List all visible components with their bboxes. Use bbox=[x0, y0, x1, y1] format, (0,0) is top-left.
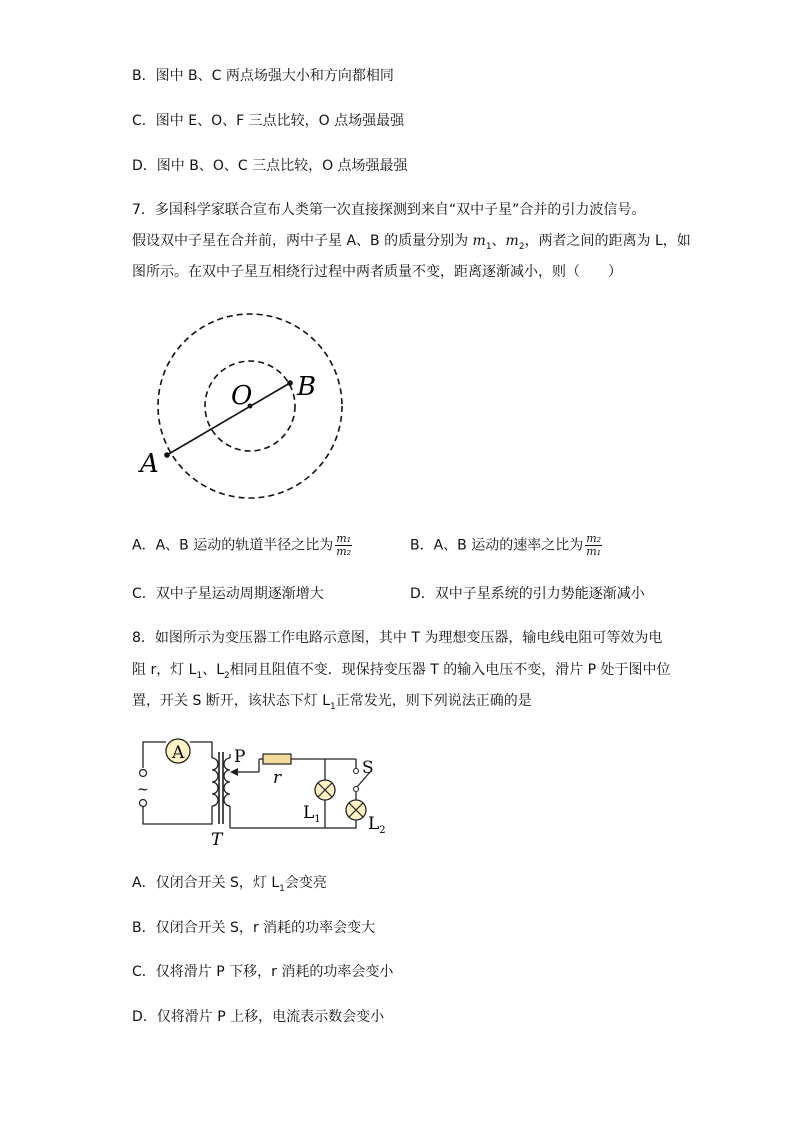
q6-option-c: C．图中 E、O、F 三点比较，O 点场强最强 bbox=[132, 113, 405, 129]
ac-source-symbol: ~ bbox=[137, 782, 149, 798]
slider-p-arrow bbox=[230, 768, 238, 776]
slider-label: P bbox=[234, 747, 246, 767]
q7-stem-line1: 7．多国科学家联合宣布人类第一次直接探测到来自“双中子星”合并的引力波信号。 bbox=[132, 202, 646, 218]
q8-stem-line1: 8．如图所示为变压器工作电路示意图，其中 T 为理想变压器，输电线电阻可等效为电 bbox=[132, 630, 663, 646]
q8-option-b: B．仅闭合开关 S，r 消耗的功率会变大 bbox=[132, 920, 376, 936]
q7-option-a: A．A、B 运动的轨道半径之比为 $\frac{\text{m₁}}{\text{m₂}}$ bbox=[132, 532, 352, 558]
switch-bottom-contact bbox=[354, 787, 359, 792]
primary-coil bbox=[212, 758, 218, 806]
label-o: O bbox=[231, 381, 253, 411]
switch-label: S bbox=[362, 758, 374, 778]
q7-stem-line2: 假设双中子星在合并前，两中子星 A、B 的质量分别为 $m_1$、$m_2$，两者之间的距离为 L，如 bbox=[132, 233, 691, 252]
label-b: B bbox=[297, 372, 317, 402]
resistor-r bbox=[263, 754, 291, 764]
transformer-label: T bbox=[211, 830, 223, 850]
star-b-dot bbox=[287, 380, 293, 386]
q6-option-d: D．图中 B、O、C 三点比较，O 点场强最强 bbox=[132, 158, 408, 174]
radius-ratio-fraction: $\frac{\text{m₁}}{\text{m₂}}$ bbox=[336, 532, 352, 558]
q7-option-d: D．双中子星系统的引力势能逐渐减小 bbox=[410, 586, 645, 602]
circuit-diagram bbox=[130, 732, 400, 850]
star-a-dot bbox=[164, 452, 170, 458]
q8-option-c: C．仅将滑片 P 下移，r 消耗的功率会变小 bbox=[132, 964, 394, 980]
q6-option-b: B．图中 B、C 两点场强大小和方向都相同 bbox=[132, 68, 394, 84]
input-terminal-top bbox=[140, 770, 147, 777]
connecting-line bbox=[167, 383, 290, 455]
input-terminal-bottom bbox=[140, 800, 147, 807]
lamp-l1-label: $L_1$ bbox=[303, 803, 321, 825]
q7-option-c: C．双中子星运动周期逐渐增大 bbox=[132, 586, 324, 602]
label-a: A bbox=[140, 449, 159, 479]
resistor-label: r bbox=[273, 768, 282, 788]
q7-option-b: B．A、B 运动的速率之比为 $\frac{\text{m₂}}{\text{m₁}}$ bbox=[410, 532, 602, 558]
q8-option-d: D．仅将滑片 P 上移，电流表示数会变小 bbox=[132, 1009, 385, 1025]
switch-top-contact bbox=[354, 769, 359, 774]
q8-stem-line2: 阻 r，灯 $L_1$、$L_2$相同且阻值不变．现保持变压器 T 的输入电压不变，滑片 P 处于图中位 bbox=[132, 662, 671, 681]
q8-stem-line3: 置，开关 S 断开，该状态下灯 $L_1$正常发光，则下列说法正确的是 bbox=[132, 693, 532, 712]
speed-ratio-fraction: $\frac{\text{m₂}}{\text{m₁}}$ bbox=[586, 532, 602, 558]
orbit-figure bbox=[130, 310, 350, 500]
secondary-coil bbox=[224, 758, 230, 806]
lamp-l2-label: $L_2$ bbox=[368, 814, 386, 836]
ammeter-label: A bbox=[172, 743, 185, 763]
q7-stem-line3: 图所示。在双中子星互相绕行过程中两者质量不变，距离逐渐减小，则（ ） bbox=[132, 264, 622, 280]
q8-option-a: A．仅闭合开关 S，灯 $L_1$会变亮 bbox=[132, 875, 327, 894]
